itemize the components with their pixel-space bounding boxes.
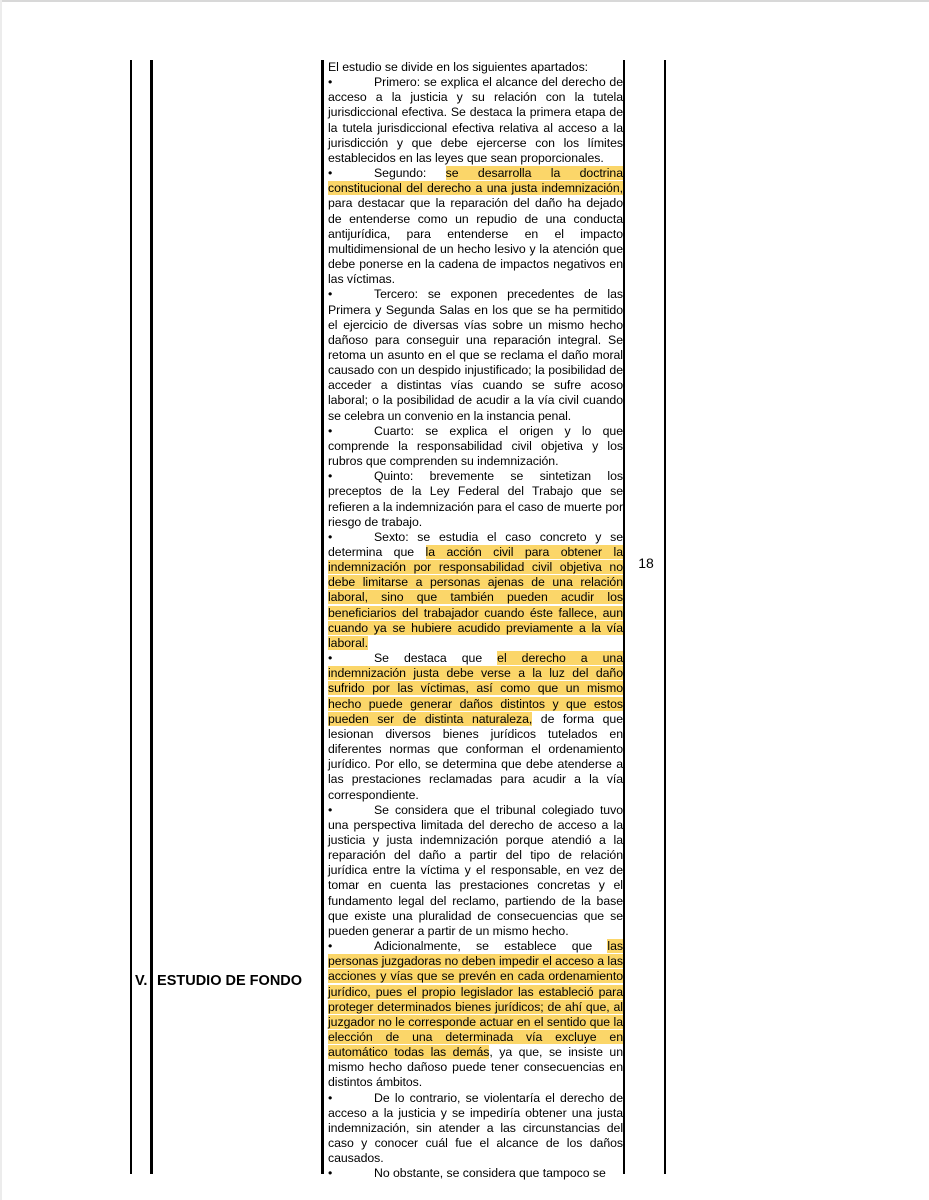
- item-text: De lo contrario, se violentaría el derecho de acceso a la justicia y se impediría obtener una justa indemnización, sin atender a las circunstancias del caso y conocer cuál fue el alcance de los daños causados.: [328, 1090, 623, 1166]
- item-text: No obstante, se considera que tampoco se: [374, 1166, 606, 1181]
- list-item: [328, 424, 623, 469]
- highlighted-text: las personas juzgadoras no deben impedir el acceso a las acciones y vías que se prevén en cada ordenamiento jurídico, pues el propio legislador las estableció para proteger determinados bienes jurídicos; de ahí que, al juzgador no le corresponde actuar en el sentido que la elección de una determinada vía excluye en automático todas las demás: [328, 939, 623, 1060]
- bullet-marker: •: [328, 166, 333, 181]
- bullet-marker: •: [328, 1090, 333, 1105]
- table-border-section: [150, 60, 153, 1174]
- bullet-marker: •: [328, 802, 333, 817]
- list-item: [328, 166, 623, 287]
- list-item: [328, 651, 623, 803]
- bullet-marker: •: [328, 651, 333, 666]
- table-border-right: [664, 60, 666, 1174]
- page-left-edge: [0, 0, 2, 1200]
- table-border-content-left: [321, 60, 324, 1174]
- bullet-marker: •: [328, 423, 333, 438]
- list-item: [328, 1091, 623, 1167]
- section-heading: [135, 969, 315, 993]
- bullet-marker: •: [328, 469, 333, 484]
- bullet-marker: •: [328, 939, 333, 954]
- item-text: Primero: se explica el alcance del derecho de acceso a la justicia y su relación con la tutela jurisdiccional efectiva. Se destaca la primera etapa de la tutela jurisdiccional efectiva relativa al acceso a la jurisdicción y que debe ejercerse con los límites establecidos en las leyes que sean proporcionales.: [328, 75, 623, 165]
- item-text: , ya que, se insiste un mismo hecho dañoso puede tener consecuencias en distintos ámbitos.: [328, 1045, 624, 1090]
- item-text: Quinto: brevemente se sintetizan los preceptos de la Ley Federal del Trabajo que se refieren a la indemnización para el caso de muerte por riesgo de trabajo.: [328, 469, 623, 529]
- page-top-edge: [0, 0, 929, 2]
- item-text: Adicionalmente, se establece que: [374, 939, 608, 954]
- item-text: Tercero: se exponen precedentes de las Primera y Segunda Salas en los que se ha permitido el ejercicio de diversas vías sobre un mismo hecho dañoso para conseguir una reparación integral. Se retoma un asunto en el que se reclama el daño moral causado con un despido injustificado; la posibilidad de acceder a distintas vías cuando se sufre acoso laboral; o la posibilidad de acudir a la vía civil cuando se celebra un convenio en la instancia penal.: [328, 287, 623, 423]
- list-item: [328, 469, 623, 530]
- intro-paragraph: El estudio se divide en los siguientes apartados:: [328, 60, 589, 74]
- list-item: [328, 287, 623, 423]
- highlighted-text: el derecho a una indemnización justa debe verse a la luz del daño sufrido por las víctimas, así como que un mismo hecho puede generar daños distintos y que estos pueden ser de distinta naturaleza,: [328, 651, 623, 726]
- list-item: [328, 530, 623, 651]
- section-number: V.: [135, 973, 148, 989]
- item-text: de forma que lesionan diversos bienes jurídicos tutelados en diferentes normas que conforman el ordenamiento jurídico. Por ello, se determina que debe atenderse a las prestaciones reclamadas para acudir a la vía correspondiente.: [328, 711, 623, 802]
- item-text: Se considera que el tribunal colegiado tuvo una perspectiva limitada del derecho de acceso a la justicia y justa indemnización porque atendió a la reparación del daño a partir del tipo de relación jurídica entre la víctima y el responsable, en vez de tomar en cuenta las prestaciones concretas y el fundamento legal del reclamo, partiendo de la base que existe una pluralidad de consecuencias que se pueden generar a partir de un mismo hecho.: [328, 802, 623, 938]
- bullet-marker: •: [328, 287, 333, 302]
- table-border-left: [130, 60, 132, 1174]
- highlighted-text: la acción civil para obtener la indemnización por responsabilidad civil objetiva no debe limitarse a personas ajenas de una relación laboral, sino que también pueden acudir los beneficiarios del trabajador cuando éste fallece, aun cuando ya se hubiere acudido previamente a la vía laboral.: [328, 545, 623, 650]
- item-text: Segundo:: [374, 166, 446, 181]
- section-content: [328, 60, 623, 1182]
- item-text: Sexto: se estudia el caso concreto y se determina que: [328, 529, 623, 559]
- highlighted-text: se desarrolla la doctrina constitucional del derecho a una justa indemnización,: [328, 166, 623, 196]
- section-title: ESTUDIO DE FONDO: [157, 973, 303, 989]
- list-item: [328, 75, 623, 166]
- item-text: para destacar que la reparación del daño ha dejado de entenderse como un repudio de una conducta antijurídica, para entenderse en el impacto multidimensional de un hecho lesivo y la atención que debe ponerse en la cadena de impactos negativos en las víctimas.: [328, 196, 623, 287]
- list-item: [328, 803, 623, 939]
- list-item: [328, 1166, 623, 1181]
- item-text: Cuarto: se explica el origen y lo que comprende la responsabilidad civil objetiva y los rubros que comprenden su indemnización.: [328, 423, 623, 469]
- page-reference: 18: [638, 555, 654, 571]
- item-text: Se destaca que: [374, 651, 498, 666]
- bullet-marker: •: [328, 529, 333, 544]
- list-item: [328, 939, 623, 1091]
- bullet-marker: •: [328, 75, 333, 90]
- bullet-marker: •: [328, 1166, 333, 1181]
- table-border-content-right: [623, 60, 625, 1174]
